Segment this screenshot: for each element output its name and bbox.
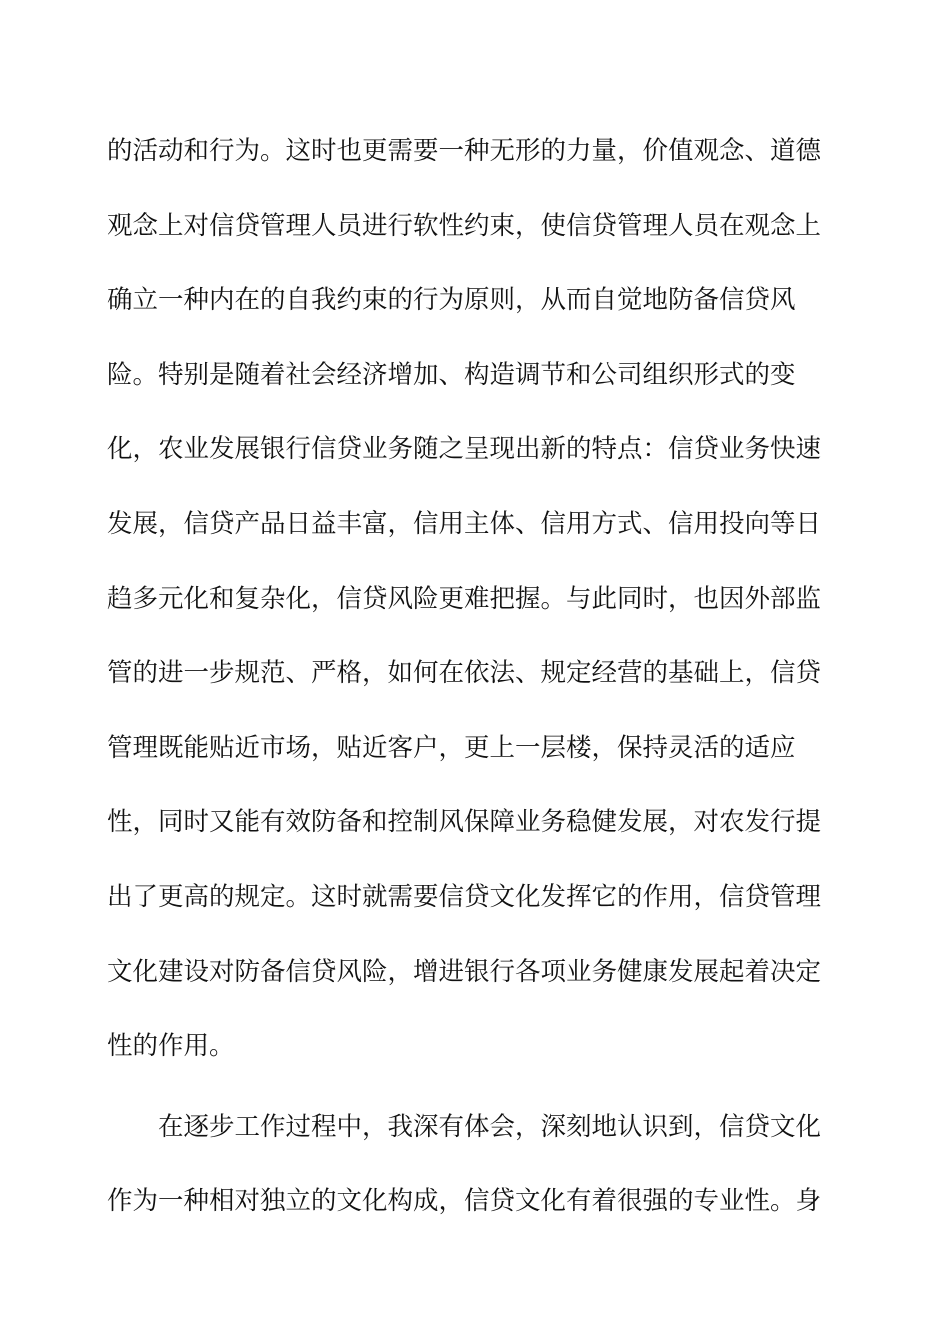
paragraph-line: 出了更高的规定。这时就需要信贷文化发挥它的作用，信贷管理 [107, 881, 822, 912]
paragraph-1 [107, 126, 827, 1096]
paragraph-line: 确立一种内在的自我约束的行为原则，从而自觉地防备信贷风 [107, 285, 796, 316]
paragraph-line: 发展，信贷产品日益丰富，信用主体、信用方式、信用投向等日 [107, 508, 822, 539]
paragraph-line: 的活动和行为。这时也更需要一种无形的力量，价值观念、道德 [107, 136, 822, 166]
paragraph-line: 在逐步工作过程中，我深有体会，深刻地认识到，信贷文化 [158, 1111, 822, 1142]
paragraph-line: 性，同时又能有效防备和控制风保障业务稳健发展，对农发行提 [107, 807, 822, 838]
paragraph-line: 险。特别是随着社会经济增加、构造调节和公司组织形式的变 [107, 359, 796, 390]
paragraph-line: 管理既能贴近市场，贴近客户，更上一层楼，保持灵活的适应 [107, 732, 796, 763]
paragraph-line: 管的进一步规范、严格，如何在依法、规定经营的基础上，信贷 [107, 658, 822, 689]
paragraph-line: 作为一种相对独立的文化构成，信贷文化有着很强的专业性。身 [107, 1186, 822, 1217]
paragraph-2 [107, 1102, 827, 1251]
paragraph-line: 性的作用。 [107, 1031, 235, 1062]
paragraph-line: 观念上对信贷管理人员进行软性约束，使信贷管理人员在观念上 [107, 210, 822, 241]
paragraph-line: 化，农业发展银行信贷业务随之呈现出新的特点：信贷业务快速 [107, 434, 822, 465]
document-body [107, 126, 827, 1251]
paragraph-line: 文化建设对防备信贷风险，增进银行各项业务健康发展起着决定 [107, 956, 822, 987]
paragraph-line: 趋多元化和复杂化，信贷风险更难把握。与此同时，也因外部监 [107, 583, 822, 614]
